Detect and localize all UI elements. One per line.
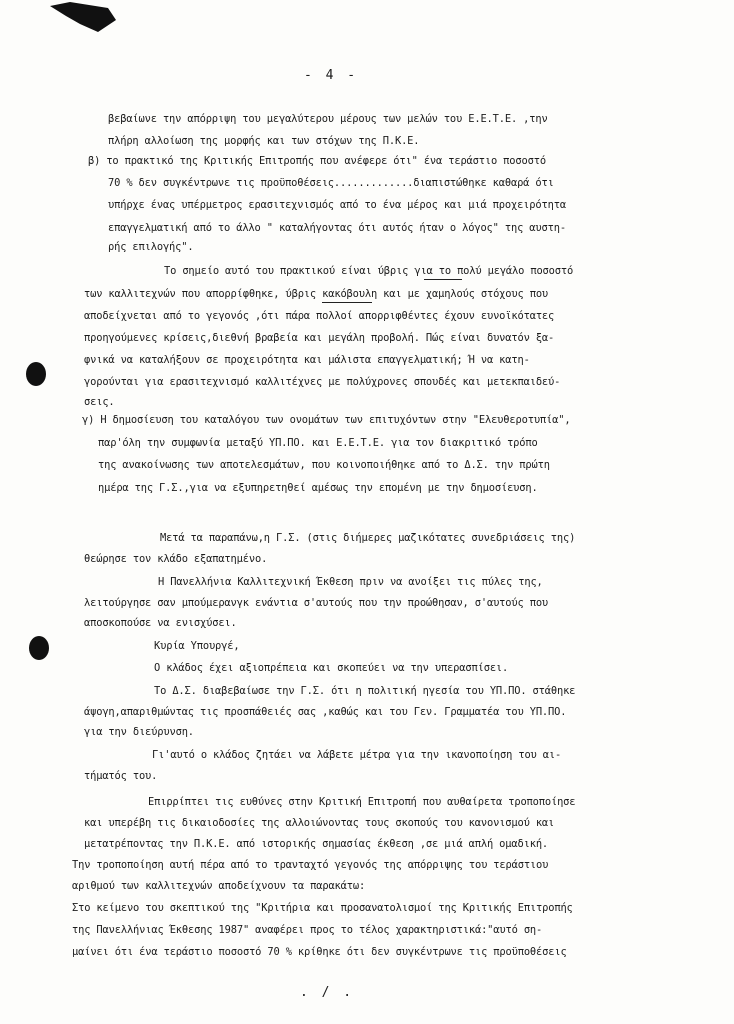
binder-hole-top: [26, 362, 46, 386]
page-number: - 4 -: [304, 68, 359, 83]
text-line: για την διεύρυνση.: [84, 726, 194, 738]
text-line: 70 % δεν συγκέντρωνε τις προϋποθέσεις.............διαπιστώθηκε καθαρά ότι: [108, 177, 554, 189]
text-line: Επιρρίπτει τις ευθύνες στην Κριτική Επιτροπή που αυθαίρετα τροποποίησε: [148, 796, 576, 808]
text-line: αριθμού των καλλιτεχνών αποδείχνουν τα παρακάτω:: [72, 880, 366, 892]
text-line: Μετά τα παραπάνω,η Γ.Σ. (στις διήμερες μαζικότατες συνεδριάσεις της): [160, 532, 576, 544]
text-line: μαίνει ότι ένα τεράστιο ποσοστό 70 % κρίθηκε ότι δεν συγκέντρωνε τις προϋποθέσεις: [72, 946, 567, 958]
scan-smudge: [48, 2, 118, 34]
text-line: Το Δ.Σ. διαβεβαίωσε την Γ.Σ. ότι η πολιτική ηγεσία του ΥΠ.ΠΟ. στάθηκε: [154, 685, 576, 697]
underline-hubris-1: [424, 279, 462, 280]
underline-hubris-2: [322, 302, 372, 303]
text-line: πλήρη αλλοίωση της μορφής και των στόχων της Π.Κ.Ε.: [108, 135, 420, 147]
text-line: της Πανελλήνιας Έκθεσης 1987" αναφέρει προς το τέλος χαρακτηριστικά:"αυτό ση-: [72, 924, 543, 936]
text-line: επαγγελματική από το άλλο " καταλήγοντας ότι αυτός ήταν ο λόγος" της αυστη-: [108, 222, 566, 234]
text-line: β) το πρακτικό της Κριτικής Επιτροπής που ανέφερε ότι" ένα τεράστιο ποσοστό: [88, 155, 546, 167]
text-line: υπήρχε ένας υπέρμετρος ερασιτεχνισμός από το ένα μέρος και μιά προχειρότητα: [108, 199, 566, 211]
text-line: Στο κείμενο του σκεπτικού της "Κριτήρια και προσανατολισμοί της Κριτικής Επιτροπής: [72, 902, 573, 914]
text-line: φνικά να καταλήξουν σε προχειρότητα και μάλιστα επαγγελματική; Ή να κατη-: [84, 354, 530, 366]
text-line: Το σημείο αυτό του πρακτικού είναι ύβρις για το πολύ μεγάλο ποσοστό: [164, 265, 574, 277]
text-line: λειτούργησε σαν μπούμερανγκ ενάντια σ'αυτούς που την προώθησαν, σ'αυτούς που: [84, 597, 549, 609]
text-line: αποδείχνεται από το γεγονός ,ότι πάρα πολλοί απορριφθέντες έχουν ευνοϊκότατες: [84, 310, 555, 322]
text-line: των καλλιτεχνών που απορρίφθηκε, ύβρις κακόβουλη και με χαμηλούς στόχους που: [84, 288, 549, 300]
text-line: προηγούμενες κρίσεις,διεθνή βραβεία και μεγάλη προβολή. Πώς είναι δυνατόν ξα-: [84, 332, 555, 344]
text-line: Την τροποποίηση αυτή πέρα από το τρανταχτό γεγονός της απόρριψης του τεράστιου: [72, 859, 549, 871]
binder-hole-bottom: [29, 636, 49, 660]
text-line: Κυρία Υπουργέ,: [154, 640, 240, 652]
text-line: της ανακοίνωσης των αποτελεσμάτων, που κοινοποιήθηκε από το Δ.Σ. την πρώτη: [98, 459, 550, 471]
text-line: και υπερέβη τις δικαιοδοσίες της αλλοιώνοντας τους σκοπούς του κανονισμού και: [84, 817, 555, 829]
text-line: γορούνται για ερασιτεχνισμό καλλιτέχνες με πολύχρονες σπουδές και μετεκπαιδεύ-: [84, 376, 561, 388]
text-line: Ο κλάδος έχει αξιοπρέπεια και σκοπεύει να την υπερασπίσει.: [154, 662, 509, 674]
text-line: αποσκοπούσε να ενισχύσει.: [84, 617, 237, 629]
text-line: θεώρησε τον κλάδο εξαπατημένο.: [84, 553, 268, 565]
text-line: άψογη,απαριθμώντας τις προσπάθειές σας ,καθώς και του Γεν. Γραμματέα του ΥΠ.ΠΟ.: [84, 706, 567, 718]
text-line: Γι'αυτό ο κλάδος ζητάει να λάβετε μέτρα για την ικανοποίηση του αι-: [152, 749, 562, 761]
text-line: Η Πανελλήνια Καλλιτεχνική Έκθεση πριν να ανοίξει τις πύλες της,: [158, 576, 543, 588]
text-line: γ) Η δημοσίευση του καταλόγου των ονομάτων των επιτυχόντων στην "Ελευθεροτυπία",: [82, 414, 571, 426]
continuation-mark: . / .: [300, 985, 355, 1000]
text-line: βεβαίωνε την απόρριψη του μεγαλύτερου μέρους των μελών του Ε.Ε.Τ.Ε. ,την: [108, 113, 548, 125]
text-line: σεις.: [84, 396, 115, 408]
text-line: μετατρέποντας την Π.Κ.Ε. από ιστορικής σημασίας έκθεση ,σε μιά απλή ομαδική.: [84, 838, 549, 850]
text-line: ημέρα της Γ.Σ.,για να εξυπηρετηθεί αμέσως την επομένη με την δημοσίευση.: [98, 482, 538, 494]
text-line: τήματός του.: [84, 770, 158, 782]
text-line: παρ'όλη την συμφωνία μεταξύ ΥΠ.ΠΟ. και Ε.Ε.Τ.Ε. για τον διακριτικό τρόπο: [98, 437, 538, 449]
text-line: ρής επιλογής".: [108, 241, 194, 253]
